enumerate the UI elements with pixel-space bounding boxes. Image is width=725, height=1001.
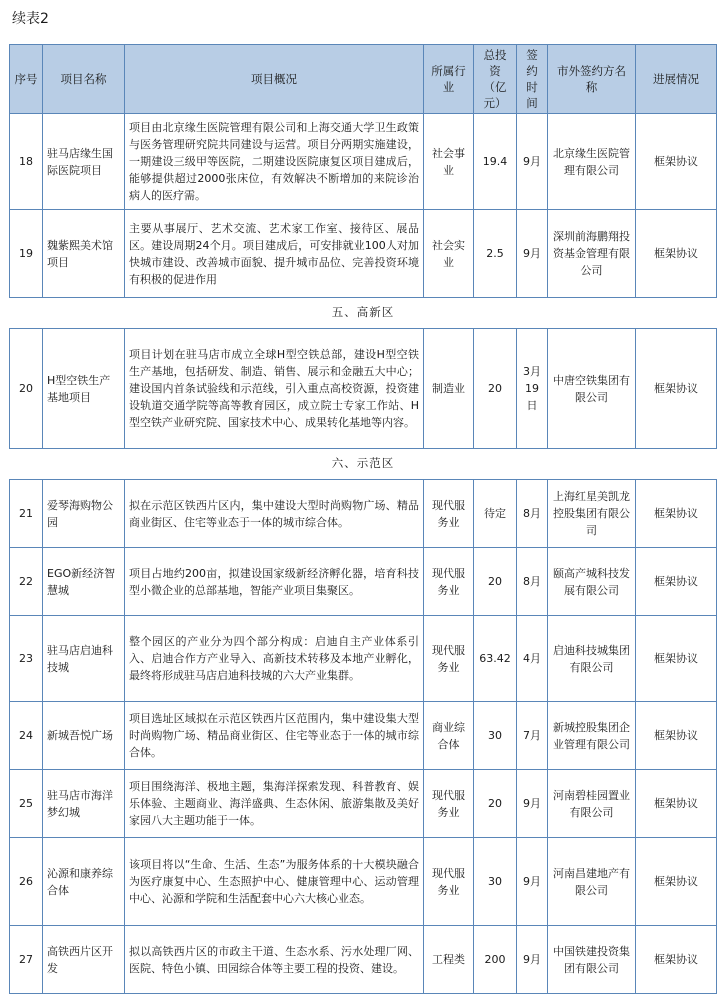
- cell-industry: 社会实业: [424, 210, 474, 298]
- cell-time: 9月: [517, 838, 548, 926]
- table-row: [10, 926, 717, 994]
- section-row: [10, 449, 717, 480]
- cell-investment: 2.5: [474, 210, 517, 298]
- cell-progress: 框架协议: [636, 114, 717, 210]
- cell-seq: 20: [10, 329, 43, 449]
- cell-progress: 框架协议: [636, 616, 717, 702]
- cell-partner: 上海红星美凯龙控股集团有限公司: [548, 480, 636, 548]
- cell-name: H型空铁生产基地项目: [43, 329, 125, 449]
- cell-partner: 颐高产城科技发展有限公司: [548, 548, 636, 616]
- cell-summary: 拟在示范区铁西片区内，集中建设大型时尚购物广场、精品商业街区、住宅等业态于一体的城市综合体。: [125, 480, 424, 548]
- table-row: [10, 702, 717, 770]
- cell-investment: 63.42: [474, 616, 517, 702]
- cell-name: EGO新经济智慧城: [43, 548, 125, 616]
- cell-industry: 现代服务业: [424, 770, 474, 838]
- cell-investment: 20: [474, 329, 517, 449]
- cell-investment: 待定: [474, 480, 517, 548]
- cell-name: 高铁西片区开发: [43, 926, 125, 994]
- header-seq: 序号: [10, 45, 43, 114]
- cell-name: 驻马店缘生国际医院项目: [43, 114, 125, 210]
- cell-progress: 框架协议: [636, 548, 717, 616]
- cell-time: 9月: [517, 114, 548, 210]
- cell-seq: 21: [10, 480, 43, 548]
- table-row: [10, 548, 717, 616]
- cell-partner: 河南碧桂园置业有限公司: [548, 770, 636, 838]
- cell-industry: 商业综合体: [424, 702, 474, 770]
- table-row: [10, 480, 717, 548]
- cell-summary: 项目占地约200亩，拟建设国家级新经济孵化器，培育科技型小微企业的总部基地，智能产业项目集聚区。: [125, 548, 424, 616]
- cell-seq: 19: [10, 210, 43, 298]
- cell-progress: 框架协议: [636, 838, 717, 926]
- cell-name: 驻马店启迪科技城: [43, 616, 125, 702]
- cell-industry: 社会事业: [424, 114, 474, 210]
- section-title: 五、高新区: [331, 305, 395, 320]
- cell-progress: 框架协议: [636, 926, 717, 994]
- cell-seq: 24: [10, 702, 43, 770]
- cell-industry: 工程类: [424, 926, 474, 994]
- header-progress: 进展情况: [636, 45, 717, 114]
- table-row: [10, 329, 717, 449]
- cell-seq: 22: [10, 548, 43, 616]
- cell-industry: 现代服务业: [424, 480, 474, 548]
- header-summary: 项目概况: [125, 45, 424, 114]
- cell-time: 9月: [517, 210, 548, 298]
- cell-seq: 25: [10, 770, 43, 838]
- cell-summary: 整个园区的产业分为四个部分构成：启迪自主产业体系引入、启迪合作方产业导入、高新技术转移及本地产业孵化，最终将形成驻马店启迪科技城的六大产业集群。: [125, 616, 424, 702]
- cell-seq: 27: [10, 926, 43, 994]
- cell-progress: 框架协议: [636, 770, 717, 838]
- cell-time: 9月: [517, 770, 548, 838]
- cell-industry: 制造业: [424, 329, 474, 449]
- cell-summary: 该项目将以“生命、生活、生态”为服务体系的十大模块融合为医疗康复中心、生态照护中心、健康管理中心、运动管理中心、沁源和学院和生活配套中心六大核心业态。: [125, 838, 424, 926]
- cell-time: 3月19日: [517, 329, 548, 449]
- cell-partner: 新城控股集团企业管理有限公司: [548, 702, 636, 770]
- cell-partner: 中唐空铁集团有限公司: [548, 329, 636, 449]
- cell-seq: 18: [10, 114, 43, 210]
- cell-summary: 拟以高铁西片区的市政主干道、生态水系、污水处理厂网、医院、特色小镇、田园综合体等主要工程的投资、建设。: [125, 926, 424, 994]
- section-title: 六、示范区: [331, 456, 395, 471]
- cell-partner: 深圳前海鹏翔投资基金管理有限公司: [548, 210, 636, 298]
- cell-summary: 项目选址区域拟在示范区铁西片区范围内，集中建设集大型时尚购物广场、精品商业街区、住宅等业态于一体的城市综合体。: [125, 702, 424, 770]
- header-name: 项目名称: [43, 45, 125, 114]
- cell-partner: 启迪科技城集团有限公司: [548, 616, 636, 702]
- cell-investment: 20: [474, 770, 517, 838]
- cell-progress: 框架协议: [636, 702, 717, 770]
- table-row: [10, 114, 717, 210]
- cell-time: 8月: [517, 480, 548, 548]
- header-time: 签约时间: [517, 45, 548, 114]
- table-row: [10, 616, 717, 702]
- cell-partner: 中国铁建投资集团有限公司: [548, 926, 636, 994]
- cell-investment: 30: [474, 702, 517, 770]
- cell-industry: 现代服务业: [424, 548, 474, 616]
- cell-summary: 项目围绕海洋、极地主题，集海洋探索发现、科普教育、娱乐体验、主题商业、海洋盛典、生态休闲、旅游集散及美好家园八大主题功能于一体。: [125, 770, 424, 838]
- cell-industry: 现代服务业: [424, 616, 474, 702]
- table-row: [10, 838, 717, 926]
- cell-summary: 项目由北京缘生医院管理有限公司和上海交通大学卫生政策与医务管理研究院共同建设与运营。项目分两期实施建设，一期建设三级甲等医院，二期建设医院康复区项目建成后，能够提供超过2000张床位，有效解决不断增加的来院诊治病人的医疗需。: [125, 114, 424, 210]
- cell-investment: 200: [474, 926, 517, 994]
- table-row: [10, 210, 717, 298]
- cell-name: 新城吾悦广场: [43, 702, 125, 770]
- cell-progress: 框架协议: [636, 329, 717, 449]
- cell-time: 4月: [517, 616, 548, 702]
- header-row: [10, 45, 717, 114]
- cell-partner: 河南昌建地产有限公司: [548, 838, 636, 926]
- cell-progress: 框架协议: [636, 210, 717, 298]
- header-industry: 所属行业: [424, 45, 474, 114]
- cell-investment: 20: [474, 548, 517, 616]
- project-table: [9, 44, 717, 994]
- table-row: [10, 770, 717, 838]
- cell-progress: 框架协议: [636, 480, 717, 548]
- cell-industry: 现代服务业: [424, 838, 474, 926]
- header-investment: 总投资（亿元）: [474, 45, 517, 114]
- cell-time: 8月: [517, 548, 548, 616]
- cell-seq: 26: [10, 838, 43, 926]
- cell-investment: 19.4: [474, 114, 517, 210]
- cell-name: 驻马店市海洋梦幻城: [43, 770, 125, 838]
- section-row: [10, 298, 717, 329]
- cell-seq: 23: [10, 616, 43, 702]
- cell-time: 9月: [517, 926, 548, 994]
- cell-name: 沁源和康养综合体: [43, 838, 125, 926]
- cell-investment: 30: [474, 838, 517, 926]
- cell-name: 魏紫熙美术馆项目: [43, 210, 125, 298]
- cell-name: 爱琴海购物公园: [43, 480, 125, 548]
- table-caption: 续表2: [12, 11, 49, 27]
- cell-summary: 项目计划在驻马店市成立全球H型空铁总部，建设H型空铁生产基地，包括研发、制造、销售、展示和金融五大中心；建设国内首条试验线和示范线，引入重点高校资源，投资建设轨道交通学院等高等教育园区，成立院士专家工作站、H型空铁产业研究院、国家技术中心、成果转化基地等内容。: [125, 329, 424, 449]
- cell-summary: 主要从事展厅、艺术交流、艺术家工作室、接待区、展品区。建设周期24个月。项目建成后，可安排就业100人对加快城市建设、改善城市面貌、提升城市品位、完善投资环境有积极的促进作用: [125, 210, 424, 298]
- header-partner: 市外签约方名称: [548, 45, 636, 114]
- cell-partner: 北京缘生医院管理有限公司: [548, 114, 636, 210]
- cell-time: 7月: [517, 702, 548, 770]
